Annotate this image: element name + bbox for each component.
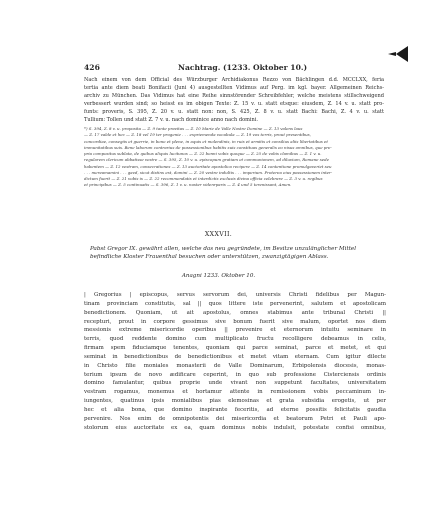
charter-text-line: vestram rogamus, monemus et hortamur attente in remissionem vobis peccaminum in- — [84, 389, 386, 396]
date-line: Anagni 1233. Oktober 10. — [181, 273, 256, 279]
footnote-line: habentem — Z. 12 vestram, consecrationes — Z. 13 auctoritate apostolica recipere — Z. 14 contentione promulgaveriet seu — [84, 163, 332, 169]
footnote-line: et principibus — Z. 5 continuatis — S. 396, Z. 1 v. u. noster videnrparis — Z. 4 und 5 terenissant, Amen. — [84, 182, 292, 188]
source-description-line: archiv zu München. Das Vidimus hat eine Reihe sinnstörender Schreibfehler, welche meistens stillschweigend — [84, 92, 384, 99]
charter-text — [84, 291, 386, 433]
source-description-line: funts: proveris, S. 395, Z. 20 v. u. statt non: non, S. 425, Z. 8 v. u. statt Bachi: Bachi, Z. 4 v. u. statt — [84, 108, 384, 115]
charter-text-line: in Christo filie moniales monasterii de Valle Dominarum, Erbipolensis diocesis, monas- — [84, 362, 386, 369]
charter-text-line: | Gregorius | episcopus, servus servorum dei, universis Christi fidelibus per Magun- — [84, 292, 386, 298]
footnote-line: regularem clericum abbatisse vestre — S. 395, Z. 10 v. u. episcopum gratiam et communionem, ad diluvium, Romane sede — [84, 157, 329, 163]
footnotes — [84, 126, 384, 189]
regest — [90, 245, 382, 262]
footnote-line: — Z. 17 valde et hec — Z. 18 vel 19 ter progenie . . . expriemenda vocabula — Z. 19 vox terris, prout presentibus, — [84, 132, 311, 138]
running-header — [84, 63, 384, 75]
footnote-line: *) S. 394, Z. 8 v. u. proposita — Z. 9 tante pravitas — Z. 10 Marie de Valle Nostre Domine — Z. 13 valens laus — [84, 126, 303, 131]
charter-text-line: messionis extreme misericordie operibus || prevenire et eternorum intuitu seminare in — [84, 327, 386, 334]
charter-text-line: tinam provinciam constitutis, sal || quos littere iste pervenerint, salutem et apostolicam — [84, 300, 386, 307]
charter-text-line: domino famulantur, quibus proprie unde vivant non suppetunt facultates, universitatem — [84, 380, 386, 387]
footnote-line: immunitatibus suis. Bene laborum contrarius de possessionibus habitis suis constituas generalis eo nisus omnibus, que pre- — [84, 144, 332, 150]
charter-text-line: iungentes, quatinus ipsis monialibus pias elemosinas et grata subsidia erogetis, ut per — [84, 398, 386, 405]
charter-text-line: terris, quod reddente domino cum multiplicato fructu recolligere debeamus in celis, — [84, 336, 386, 343]
charter-text-line: hec et alia bona, que domino inspirante feceritis, ad eterne possitis felicitatis gaudia — [84, 406, 386, 413]
footnote-line: pria compositus sublata, de quibus aliquis lucitunos — Z. 22 bonni vobis quoque — Z. 25 de vobis clamibus — Z. 1 v. u. — [84, 151, 322, 156]
footnote-line: . . . mereamamini . . . gavd, sicut distinx est, domini — Z. 20 vestre indultis . . . imperium. Proterea eius possessionem inter- — [84, 169, 333, 175]
footnote-line: concordiae, consegiis et guerrie, in bono et plene, in aquis et molendinis, in ruis et armitis et consilius aliis libertatibus et — [84, 138, 328, 144]
source-description-line: tertia ante diem beati Bonifacii (Juni 4) ausgestellten Vidimus auf Perg. im kgl. bayer. Allgemeinen Reichs- — [84, 84, 384, 91]
regest-line: befindliche Kloster Frauenthal besuchen oder unterstützen, zwanzigtägigen Ablass. — [90, 254, 329, 261]
page-number: 426 — [84, 63, 100, 72]
charter-text-line: benedictionem. Quoniam, ut ait apostolus, omnes stabimus ante tribunal Christi || — [84, 309, 386, 316]
source-description — [84, 77, 384, 125]
source-description-line: Tullium: Tollen und statt Z. 7 v. u. nach dominice anno nach domini. — [84, 116, 258, 123]
charter-text-line: stolorum eius auctoritate ex ea, quam dominus nobis indulsit, potestate confisi omnibus, — [84, 424, 386, 431]
charter-text-line: recepturi, prout in corpore gessimus sive bonum fuerit sive malum, oportet nos diem — [84, 318, 386, 325]
charter-text-line: seminat in benedictionibus de benedictionibus et metet vitam eternam. Cum igitur dilecte — [84, 353, 386, 360]
regest-line: Pabst Gregor IX. gewährt allen, welche das neu gegründete, im Besitze unzulänglicher Mittel — [90, 246, 357, 252]
source-description-line: verbessert wurden sind; so heisst es im obigen Texte: Z. 15 v. u. statt etsque: eiusdem, Z. 14 v. u. statt pro- — [84, 100, 384, 107]
charter-text-line: pervenire. Nos enim de omnipotentis dei misericordia et beatorum Petri et Pauli apo- — [84, 415, 386, 422]
charter-text-line: firmam spem fiduciamque tenentes, quoniam qui parce seminat, parce et metet, et qui — [84, 345, 386, 352]
source-description-line: Nach einem von dem Official des Würzburger Archidiakonus Rezzo von Bächlingen d.d. MCCLXX, feria — [84, 77, 384, 83]
document-number: XXXVII. — [204, 231, 233, 238]
footnote-line: dictum fuerit — Z. 21 vobis is — Z. 22 recommendatis et interdictis exclusis divina officia celebrare — Z. 3 v. u. regibus — [84, 176, 323, 181]
running-title: Nachtrag. (1233. Oktober 10.) — [178, 63, 308, 72]
page-clip-marker-icon — [388, 46, 408, 62]
charter-text-line: terium ipsum de novo ædificare ceperint, in quo sub professione Cisterciensis ordinis — [84, 371, 386, 378]
